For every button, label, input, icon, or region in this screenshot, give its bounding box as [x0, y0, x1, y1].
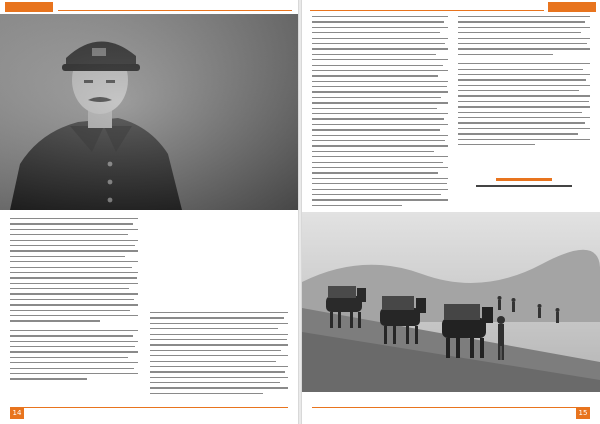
article-headline	[150, 38, 288, 148]
header-rule	[310, 5, 544, 11]
page-number: 14	[10, 408, 24, 419]
left-page-column-2	[150, 312, 288, 398]
right-page	[302, 0, 600, 424]
author-signature	[458, 178, 590, 190]
left-page-column-1	[10, 218, 138, 384]
right-page-column-1	[312, 16, 448, 210]
footer-rule	[10, 407, 288, 408]
magazine-logo-icon	[548, 2, 596, 12]
magazine-logo-icon	[5, 2, 53, 12]
portrait-photo	[0, 14, 298, 210]
footer-rule	[312, 407, 590, 408]
author-role	[476, 185, 572, 187]
header-rule	[58, 5, 292, 11]
right-page-column-2	[458, 16, 590, 149]
horse-caravan-illustration	[302, 212, 600, 392]
caravan-photo	[302, 212, 600, 392]
author-name	[496, 178, 552, 181]
page-number: 15	[576, 408, 590, 419]
left-page	[0, 0, 298, 424]
